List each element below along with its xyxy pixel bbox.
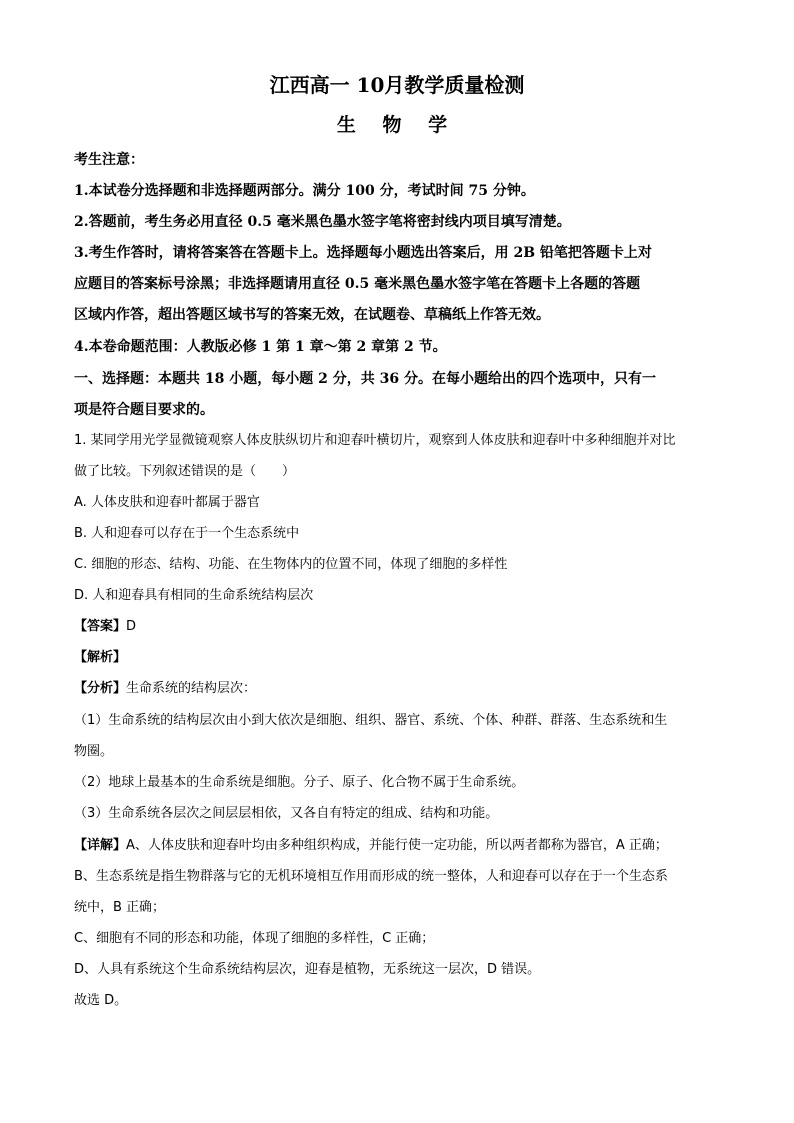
point-1-line-2: 物圈。: [74, 744, 114, 759]
answer-value: D: [126, 619, 137, 634]
notice-item-3-line-3: 区域内作答，超出答题区域书写的答案无效，在试题卷、草稿纸上作答无效。: [74, 307, 550, 323]
point-2: （2）地球上最基本的生命系统是细胞。分子、原子、化合物不属于生命系统。: [74, 775, 525, 790]
conclusion: 故选 D。: [74, 993, 128, 1008]
analysis-label-line: [74, 648, 126, 668]
option-d: D. 人和迎春具有相同的生命系统结构层次: [74, 588, 314, 603]
option-c: C. 细胞的形态、结构、功能、在生物体内的位置不同，体现了细胞的多样性: [74, 557, 508, 572]
analysis-label: 【解析】: [74, 650, 127, 665]
subject-title: 生 物 学: [336, 114, 458, 136]
option-a: A. 人体皮肤和迎春叶都属于器官: [74, 495, 260, 510]
xiangjie-text-1: A、人体皮肤和迎春叶均由多种组织构成，并能行使一定功能，所以两者都称为器官，A 正确；: [126, 838, 668, 853]
xiangjie-line-2: B、生态系统是指生物群落与它的无机环境相互作用而形成的统一整体，人和迎春可以存在于一个生态系: [74, 869, 668, 884]
fenxi-text: 生命系统的结构层次：: [126, 681, 257, 696]
point-1-line-1: （1）生命系统的结构层次由小到大依次是细胞、组织、器官、系统、个体、种群、群落、生态系统和生: [74, 713, 668, 728]
question-stem-line-2: 做了比较。下列叙述错误的是（ ）: [74, 464, 296, 479]
xiangjie-line-1: [74, 836, 668, 856]
section-heading-line-2: 项是符合题目要求的。: [74, 402, 214, 418]
notice-item-4: 4.本卷命题范围：人教版必修 1 第 1 章～第 2 章第 2 节。: [74, 339, 447, 355]
xiangjie-line-3: 统中，B 正确；: [74, 900, 166, 915]
answer-line: [74, 617, 136, 637]
xiangjie-label: 【详解】: [74, 838, 127, 853]
section-heading-line-1: 一、选择题：本题共 18 小题，每小题 2 分，共 36 分。在每小题给出的四个选项中，只有一: [74, 371, 656, 387]
option-b: B. 人和迎春可以存在于一个生态系统中: [74, 526, 300, 541]
notice-item-3-line-1: 3.考生作答时，请将答案答在答题卡上。选择题每小题选出答案后，用 2B 铅笔把答题卡上对: [74, 245, 652, 261]
notice-item-3-line-2: 应题目的答案标号涂黑；非选择题请用直径 0.5 毫米黑色墨水签字笔在答题卡上各题的答题: [74, 276, 641, 292]
xiangjie-line-4: C、细胞有不同的形态和功能，体现了细胞的多样性，C 正确；: [74, 931, 435, 946]
notice-item-1: 1.本试卷分选择题和非选择题两部分。满分 100 分，考试时间 75 分钟。: [74, 183, 535, 199]
fenxi-label: 【分析】: [74, 681, 127, 696]
xiangjie-line-5: D、人具有系统这个生命系统结构层次，迎春是植物，无系统这一层次，D 错误。: [74, 962, 541, 977]
point-3: （3）生命系统各层次之间层层相依，又各自有特定的组成、结构和功能。: [74, 806, 499, 821]
answer-label: 【答案】: [74, 619, 127, 634]
notice-item-2: 2.答题前，考生务必用直径 0.5 毫米黑色墨水签字笔将密封线内项目填写清楚。: [74, 214, 571, 230]
exam-title: 江西高一 10月教学质量检测: [269, 73, 525, 97]
fenxi-line: [74, 679, 256, 699]
notice-heading: 考生注意：: [74, 152, 144, 168]
question-stem-line-1: 1. 某同学用光学显微镜观察人体皮肤纵切片和迎春叶横切片，观察到人体皮肤和迎春叶中多种细胞并对比: [74, 433, 676, 448]
